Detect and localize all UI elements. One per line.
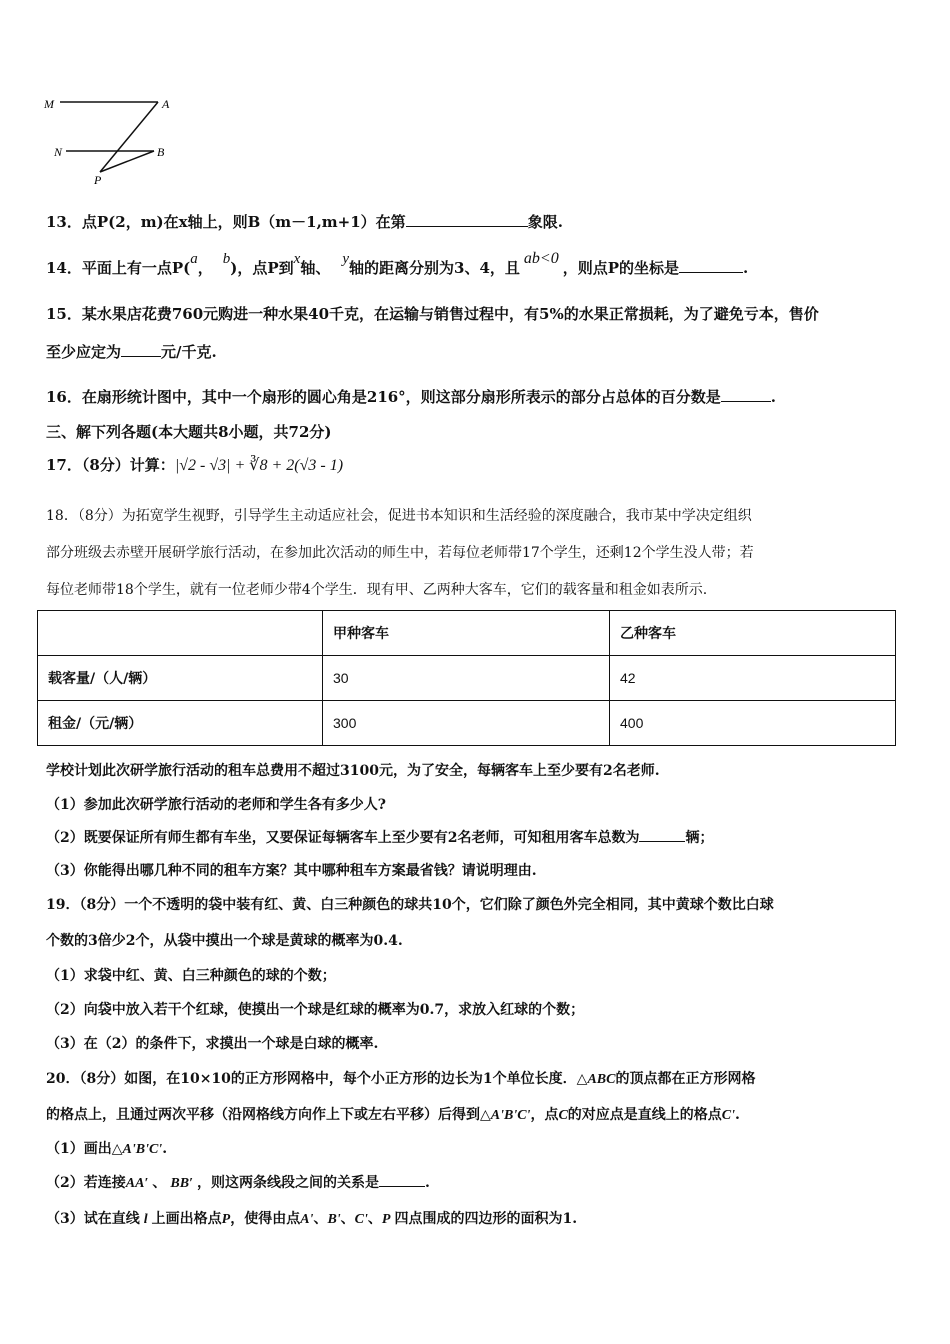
question-18-after-table: 学校计划此次研学旅行活动的租车总费用不超过3100元，为了安全，每辆客车上至少要有2名老师.: [46, 763, 660, 779]
triangle-a1b1c1: A'B'C': [490, 1108, 531, 1123]
question-20-sub3: [46, 1208, 577, 1228]
bus-table: [37, 610, 896, 746]
question-18-sub1: （1）参加此次研学旅行活动的老师和学生各有多少人?: [46, 797, 386, 813]
q20-line2-text: 的格点上，且通过两次平移（沿网格线方向作上下或左右平移）后得到△: [46, 1107, 491, 1123]
geometry-figure: [40, 92, 180, 187]
label-M: M: [44, 97, 54, 111]
q15-text: 至少应定为: [46, 343, 122, 361]
question-16: [46, 386, 776, 407]
var-x: x: [293, 251, 301, 267]
q20-sub2-sep: 、: [152, 1175, 167, 1191]
line-l: l: [143, 1212, 148, 1227]
q20-line2-e: 的对应点是直线上的格点: [567, 1107, 722, 1123]
q20-sub2-text: （2）若连接: [46, 1175, 126, 1191]
question-19-sub2: （2）向袋中放入若干个红球，使摸出一个球是红球的概率为0.7，求放入红球的个数；: [46, 1002, 585, 1018]
table-cell: 42: [610, 656, 896, 701]
answer-blank[interactable]: [379, 1174, 425, 1187]
label-P: P: [94, 173, 102, 187]
q17-expression: |√2 - √3| + ∛8 + 2(√3 - 1): [174, 457, 344, 474]
q14-text-c: 轴、: [300, 259, 331, 277]
q16-end: .: [770, 388, 776, 406]
label-B: B: [157, 145, 165, 159]
table-header-row: [38, 611, 896, 656]
q20-sub1-text: （1）画出△: [46, 1141, 123, 1157]
table-cell: 300: [323, 701, 610, 746]
question-17: [46, 454, 343, 475]
table-header-cell: 乙种客车: [610, 611, 896, 656]
section-title: 三、解下列各题(本大题共8小题，共72分): [46, 423, 332, 441]
point-c: C: [558, 1108, 568, 1123]
condition-ab: ab<0: [523, 250, 559, 267]
question-18-line2: 部分班级去赤壁开展研学旅行活动，在参加此次活动的师生中，若每位老师带17个学生，还剩12个学生没人带；若: [46, 545, 754, 561]
table-row: [38, 656, 896, 701]
question-20-sub2: [46, 1172, 430, 1192]
question-18-sub2: [46, 827, 713, 847]
triangle-abc: ABC: [587, 1072, 616, 1087]
question-18-sub3: （3）你能得出哪几种不同的租车方案？其中哪种租车方案最省钱？请说明理由.: [46, 863, 537, 879]
q20-sub3-text: （3）试在直线: [46, 1211, 140, 1227]
point-p2: P: [381, 1212, 391, 1227]
q14-text-e: ，则点P的坐标是: [562, 259, 679, 277]
question-19-line2: 个数的3倍少2个，从袋中摸出一个球是黄球的概率为0.4.: [46, 933, 403, 949]
q20-sub3-e: ，使得由点: [230, 1211, 301, 1227]
point-b1: B': [327, 1212, 341, 1227]
question-18-line3: 每位老师带18个学生，就有一位老师少带4个学生．现有甲、乙两种大客车，它们的载客量和租金如表所示.: [46, 582, 708, 598]
question-19-sub1: （1）求袋中红、黄、白三种颜色的球的个数；: [46, 968, 336, 984]
q20-sub3-c: 上画出格点: [151, 1211, 222, 1227]
q14-comma: ，: [197, 259, 213, 277]
table-cell: 租金/（元/辆）: [38, 701, 323, 746]
q20-sub3-end: 四点围成的四边形的面积为1.: [394, 1211, 578, 1227]
point-c1: C': [354, 1212, 368, 1227]
answer-blank[interactable]: [679, 260, 743, 273]
table-row: [38, 701, 896, 746]
q18-sub2-end: 辆；: [685, 830, 714, 846]
q20-line2-c: ，点: [530, 1107, 559, 1123]
question-13: [46, 211, 563, 232]
q13-text-end: 象限.: [527, 213, 563, 231]
q14-end: .: [743, 259, 749, 277]
q18-sub2-text: （2）既要保证所有师生都有车坐，又要保证每辆客车上至少要有2名老师，可知租用客车总数为: [46, 830, 640, 846]
q14-text-b: )，点P到: [230, 259, 294, 277]
q16-text: 16．在扇形统计图中，其中一个扇形的圆心角是216°，则这部分扇形所表示的部分占总体的百分数是: [46, 388, 721, 406]
q20-text-c: 的顶点都在正方形网格: [615, 1071, 756, 1087]
q20-line2-end: .: [735, 1107, 740, 1123]
sep: 、: [313, 1211, 328, 1227]
table-cell: [38, 611, 323, 656]
question-15-line1: 15．某水果店花费760元购进一种水果40千克，在运输与销售过程中，有5%的水果正常损耗，为了避免亏本，售价: [46, 305, 819, 323]
question-20-line1: [46, 1068, 755, 1088]
var-y: y: [342, 251, 350, 267]
var-a: a: [190, 251, 198, 267]
label-N: N: [54, 145, 63, 159]
triangle-a1b1c1: A'B'C': [122, 1142, 163, 1157]
q20-sub2-end: .: [425, 1175, 430, 1191]
question-20-line2: [46, 1104, 740, 1124]
q17-label: 17．（8分）计算：: [46, 456, 175, 474]
question-20-sub1: [46, 1138, 167, 1158]
q20-sub2-text-e: ，则这两条线段之间的关系是: [197, 1175, 379, 1191]
segment-bb1: BB′: [170, 1176, 193, 1191]
question-14: [46, 250, 749, 278]
q20-sub1-end: .: [162, 1141, 168, 1157]
question-18-line1: 18．（8分）为拓宽学生视野，引导学生主动适应社会，促进书本知识和生活经验的深度融合，我市某中学决定组织: [46, 508, 752, 524]
q14-text-d: 轴的距离分别为3、4，且: [349, 259, 520, 277]
q15-text-end: 元/千克.: [161, 343, 217, 361]
table-cell: 载客量/（人/辆）: [38, 656, 323, 701]
question-19-sub3: （3）在（2）的条件下，求摸出一个球是白球的概率.: [46, 1036, 379, 1052]
question-19-line1: 19．（8分）一个不透明的袋中装有红、黄、白三种颜色的球共10个，它们除了颜色外完全相同，其中黄球个数比白球: [46, 897, 774, 913]
table-header-cell: 甲种客车: [323, 611, 610, 656]
answer-blank[interactable]: [121, 344, 161, 357]
answer-blank[interactable]: [406, 214, 528, 227]
q14-text: 14．平面上有一点P(: [46, 259, 191, 277]
table-cell: 30: [323, 656, 610, 701]
answer-blank[interactable]: [639, 829, 685, 842]
q13-text: 13．点P(2，m)在x轴上，则B（m－1,m+1）在第: [46, 213, 406, 231]
var-b: b: [222, 251, 231, 267]
label-A: A: [162, 97, 170, 111]
table-cell: 400: [610, 701, 896, 746]
answer-blank[interactable]: [721, 389, 771, 402]
question-15-line2: [46, 341, 217, 362]
point-a1: A': [300, 1212, 314, 1227]
sep: 、: [367, 1211, 382, 1227]
segment-aa1: AA′: [125, 1176, 149, 1191]
point-p: P: [221, 1212, 231, 1227]
point-c-prime: C': [721, 1108, 736, 1123]
q20-text: 20．（8分）如图，在10×10的正方形网格中，每个小正方形的边长为1个单位长度．△: [46, 1071, 588, 1087]
sep: 、: [340, 1211, 355, 1227]
